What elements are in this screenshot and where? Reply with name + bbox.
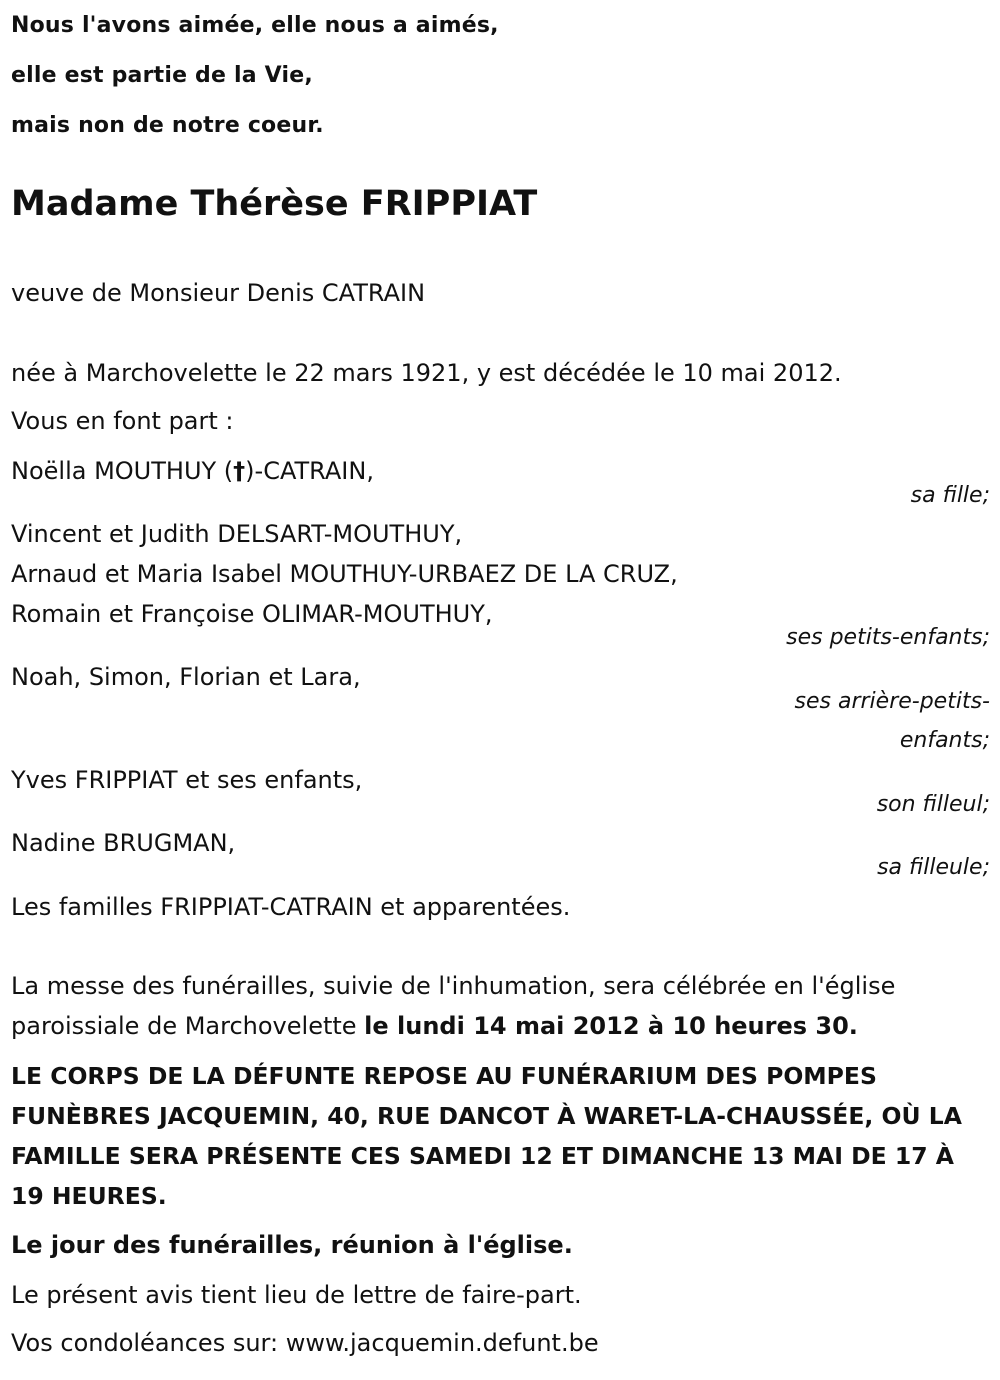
grandchild-line-2: Arnaud et Maria Isabel MOUTHUY-URBAEZ DE LA CRUZ,	[11, 560, 678, 588]
daughter-name-prefix: Noëlla MOUTHUY (	[11, 457, 234, 485]
mass-line-2	[11, 1011, 858, 1041]
meeting-line: Le jour des funérailles, réunion à l'église.	[11, 1231, 573, 1259]
notice-line: Le présent avis tient lieu de lettre de faire-part.	[11, 1281, 582, 1309]
mass-date-time: le lundi 14 mai 2012 à 10 heures 30.	[364, 1012, 858, 1040]
epigraph-line-3: mais non de notre coeur.	[11, 113, 324, 138]
goddaughter-relation: sa filleule;	[877, 855, 990, 880]
mass-line-1: La messe des funérailles, suivie de l'inhumation, sera célébrée en l'église	[11, 972, 896, 1000]
grandchildren-relation: ses petits-enfants;	[786, 625, 990, 650]
great-grandchildren-line: Noah, Simon, Florian et Lara,	[11, 663, 361, 691]
deceased-name: Madame Thérèse FRIPPIAT	[11, 184, 538, 224]
grandchild-line-3: Romain et Françoise OLIMAR-MOUTHUY,	[11, 600, 493, 628]
daughter-relation: sa fille;	[910, 483, 990, 508]
cross-icon: †	[233, 457, 246, 485]
mass-location: paroissiale de Marchovelette	[11, 1012, 365, 1040]
condolences-line: Vos condoléances sur: www.jacquemin.defunt.be	[11, 1329, 599, 1357]
godson-relation: son filleul;	[876, 792, 990, 817]
daughter-name-suffix: )-CATRAIN,	[245, 457, 374, 485]
families-line: Les familles FRIPPIAT-CATRAIN et apparentées.	[11, 893, 571, 921]
announcement-intro: Vous en font part :	[11, 407, 234, 435]
godson-line: Yves FRIPPIAT et ses enfants,	[11, 766, 363, 794]
grandchild-line-1: Vincent et Judith DELSART-MOUTHUY,	[11, 520, 463, 548]
great-grandchildren-relation-2: enfants;	[899, 728, 990, 753]
epigraph-line-1: Nous l'avons aimée, elle nous a aimés,	[11, 13, 499, 38]
obituary-notice	[11, 0, 990, 1380]
daughter-line	[11, 456, 374, 486]
great-grandchildren-relation-1: ses arrière-petits-	[794, 689, 990, 714]
widow-of-line: veuve de Monsieur Denis CATRAIN	[11, 279, 426, 307]
birth-death-line: née à Marchovelette le 22 mars 1921, y est décédée le 10 mai 2012.	[11, 359, 842, 387]
epigraph-line-2: elle est partie de la Vie,	[11, 63, 313, 88]
resting-place-paragraph: LE CORPS DE LA DÉFUNTE REPOSE AU FUNÉRARIUM DES POMPES FUNÈBRES JACQUEMIN, 40, RUE DANCOT À WARET-LA-CHAUSSÉE, OÙ LA FAMILLE SERA PRÉSENTE CES SAMEDI 12 ET DIMANCHE 13 MAI DE 17 À 19 HEURES.	[11, 1062, 962, 1210]
goddaughter-line: Nadine BRUGMAN,	[11, 829, 236, 857]
